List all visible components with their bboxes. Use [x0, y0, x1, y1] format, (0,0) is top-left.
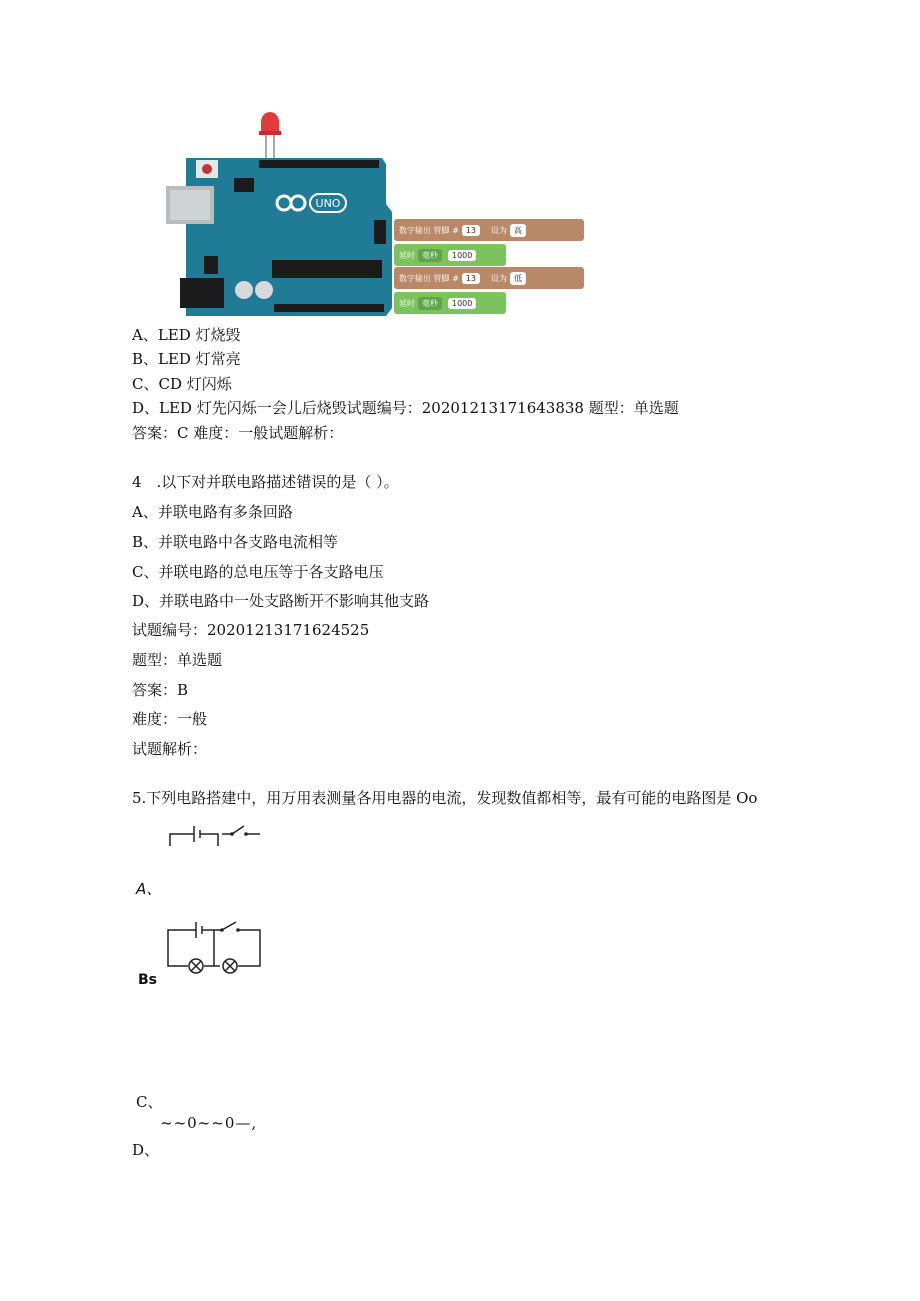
- block-label: 数字输出 管脚 #: [399, 225, 459, 235]
- q4-option-d: D、并联电路中一处支路断开不影响其他支路: [132, 592, 430, 610]
- unit-chip: 毫秒: [418, 297, 442, 310]
- q3-option-b: B、LED 灯常亮: [132, 350, 241, 368]
- block-label: 延时: [399, 298, 415, 308]
- q3-option-c: C、CD 灯闪烁: [132, 375, 232, 393]
- q5-question: 5.下列电路搭建中，用万用表测量各用电器的电流，发现数值都相等，最有可能的电路图是 Oo: [132, 789, 758, 807]
- ms-chip: 1000: [448, 298, 476, 309]
- arduino-board-image: [164, 108, 394, 320]
- q4-id-line: 试题编号：20201213171624525: [132, 621, 370, 639]
- q5-label-a: A、: [136, 880, 162, 898]
- q4-answer-line: 答案：B: [132, 681, 189, 699]
- circuit-diagram-b: [164, 914, 268, 974]
- q5-label-b: Bs: [138, 972, 158, 988]
- code-block-delay-1: [394, 244, 506, 266]
- q4-option-a: A、并联电路有多条回路: [132, 503, 293, 521]
- pin-chip: 13: [462, 273, 480, 284]
- board-logo-label: UNO: [315, 197, 341, 210]
- block-label: 数字输出 管脚 #: [399, 273, 459, 283]
- set-label: 设为: [490, 225, 507, 235]
- level-chip: 低: [510, 272, 526, 285]
- set-label: 设为: [490, 273, 507, 283]
- q4-type-line: 题型：单选题: [132, 651, 223, 669]
- q4-option-b: B、并联电路中各支路电流相等: [132, 533, 339, 551]
- q5-label-c: C、: [136, 1093, 163, 1111]
- q5-label-d: D、: [132, 1141, 160, 1159]
- q4-analysis-line: 试题解析：: [132, 740, 208, 758]
- code-block-output-low: [394, 267, 584, 289]
- pin-chip: 13: [462, 225, 480, 236]
- code-block-output-high: [394, 219, 584, 241]
- arduino-figure: [164, 108, 594, 320]
- q5-option-c-text: ~~0~~0—,: [160, 1114, 258, 1132]
- ms-chip: 1000: [448, 250, 476, 261]
- level-chip: 高: [510, 224, 526, 237]
- q4-option-c: C、并联电路的总电压等于各支路电压: [132, 563, 384, 581]
- block-label: 延时: [399, 250, 415, 260]
- code-block-delay-2: [394, 292, 506, 314]
- unit-chip: 毫秒: [418, 249, 442, 262]
- circuit-diagram-a: [164, 818, 264, 848]
- q3-answer-line: 答案：C 难度：一般试题解析：: [132, 424, 344, 442]
- q4-difficulty-line: 难度：一般: [132, 710, 208, 728]
- q4-question: 4 .以下对并联电路描述错误的是（ ）。: [132, 473, 399, 491]
- q3-option-d: D、LED 灯先闪烁一会儿后烧毁试题编号：20201213171643838 题型：单选题: [132, 399, 679, 417]
- q3-option-a: A、LED 灯烧毁: [132, 326, 241, 344]
